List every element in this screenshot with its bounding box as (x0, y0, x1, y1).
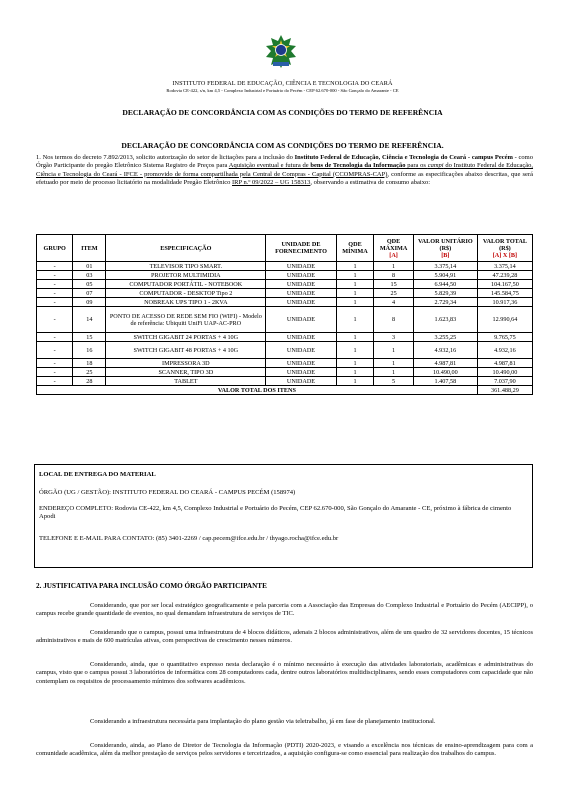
cell-grupo: - (37, 262, 73, 271)
cell-item: 05 (73, 280, 106, 289)
cell-qde-maxima: 25 (374, 289, 414, 298)
justification-paragraph-3: Considerando, ainda, que o quantitativo expresso nesta declaração é o mínimo necessário à execução das atividades laboratoriais, acadêmicas e administrativas do campus, visto que o campus possui 3 laboratórios de informática com 28 computadores cada, dentre outros laboratórios multidisciplinares, sendo esses computadores com capacidade que não contemplam os requisitos de processamento mínimos dos softwares acadêmicos. (36, 661, 533, 685)
table-header-row (37, 235, 533, 262)
cell-valor-unitario: 1.407,58 (413, 377, 477, 386)
table-row (37, 333, 533, 342)
header-unidade: UNIDADE DE FORNECIMENTO (266, 235, 337, 262)
cell-especificacao: SWITCH GIGABIT 24 PORTAS + 4 10G (106, 333, 266, 342)
table-row (37, 342, 533, 359)
table-row (37, 289, 533, 298)
cell-item: 15 (73, 333, 106, 342)
table-row (37, 271, 533, 280)
cell-valor-unitario: 3.375,14 (413, 262, 477, 271)
cell-qde-maxima: 3 (374, 333, 414, 342)
cell-valor-total: 10.490,00 (477, 368, 532, 377)
header-qde-minima: QDE MÍNIMA (336, 235, 373, 262)
cell-grupo: - (37, 368, 73, 377)
cell-especificacao: NOBREAK UPS TIPO 1 - 2KVA (106, 298, 266, 307)
cell-valor-unitario: 4.987,81 (413, 359, 477, 368)
cell-qde-minima: 1 (336, 377, 373, 386)
cell-unidade: UNIDADE (266, 271, 337, 280)
table-row (37, 262, 533, 271)
institution-address: Rodovia CE-422, s/n, km 4,5 - Complexo Industrial e Portuário do Pecém - CEP 62.670-000 - São Gonçalo do Amarante - CE (166, 88, 399, 93)
cell-valor-total: 4.932,16 (477, 342, 532, 359)
header-item: ITEM (73, 235, 106, 262)
cell-valor-total: 145.584,75 (477, 289, 532, 298)
cell-qde-maxima: 8 (374, 307, 414, 333)
cell-qde-minima: 1 (336, 289, 373, 298)
table-row (37, 359, 533, 368)
cell-grupo: - (37, 377, 73, 386)
cell-qde-maxima: 1 (374, 368, 414, 377)
justification-paragraph-2: Considerando que o campus, possui uma infraestrutura de 4 blocos didáticos, adenais 2 blocos administrativos, além de um quadro de 32 servidores docentes, 15 técnicos administrativos e mais de 600 matrículas ativas, com perspectivas de crescimento nesses números. (36, 629, 533, 645)
delivery-contato: TELEFONE E E-MAIL PARA CONTATO: (85) 3401-2269 / cap.pecem@ifce.edu.br / thyago.rocha@ifce.edu.br (39, 535, 339, 542)
cell-especificacao: COMPUTADOR - DESKTOP Tipo 2 (106, 289, 266, 298)
table-row (37, 298, 533, 307)
table-row (37, 280, 533, 289)
header-valor-total: VALOR TOTAL (R$) [A] X [B] (477, 235, 532, 262)
header-valor-unitario: VALOR UNITÁRIO (R$) [B] (413, 235, 477, 262)
cell-especificacao: SCANNER, TIPO 3D (106, 368, 266, 377)
cell-unidade: UNIDADE (266, 377, 337, 386)
cell-item: 09 (73, 298, 106, 307)
header-qde-maxima: QDE MÁXIMA [A] (374, 235, 414, 262)
cell-grupo: - (37, 342, 73, 359)
cell-unidade: UNIDADE (266, 359, 337, 368)
items-table (36, 234, 533, 395)
cell-qde-maxima: 15 (374, 280, 414, 289)
cell-unidade: UNIDADE (266, 333, 337, 342)
cell-qde-minima: 1 (336, 262, 373, 271)
cell-qde-minima: 1 (336, 368, 373, 377)
delivery-orgao: ÓRGÃO (UG / GESTÃO): INSTITUTO FEDERAL DO CEARÁ - CAMPUS PECÉM (158974) (39, 489, 296, 496)
cell-qde-minima: 1 (336, 298, 373, 307)
cell-unidade: UNIDADE (266, 262, 337, 271)
total-value: 361.488,29 (477, 386, 532, 395)
cell-valor-total: 12.990,64 (477, 307, 532, 333)
cell-valor-unitario: 5.904,91 (413, 271, 477, 280)
cell-qde-minima: 1 (336, 342, 373, 359)
cell-unidade: UNIDADE (266, 280, 337, 289)
cell-valor-unitario: 10.490,00 (413, 368, 477, 377)
header-grupo: GRUPO (37, 235, 73, 262)
cell-valor-unitario: 3.255,25 (413, 333, 477, 342)
cell-especificacao: COMPUTADOR PORTÁTIL - NOTEBOOK (106, 280, 266, 289)
section-2-heading: 2. JUSTIFICATIVA PARA INCLUSÃO COMO ÓRGÃO PARTICIPANTE (36, 582, 267, 590)
cell-qde-minima: 1 (336, 307, 373, 333)
justification-paragraph-1: Considerando, que por ser local estratégico geograficamente e pela parceria com a Associação das Empresas do Complexo Industrial e Portuário do Pecém (AECIPP), o campus recebe grande quantidade de eventos, no qual demandam infraestrutura de serviços de TIC. (36, 602, 533, 618)
cell-especificacao: SWITCH GIGABIT 48 PORTAS + 4 10G (106, 342, 266, 359)
cell-valor-total: 9.765,75 (477, 333, 532, 342)
cell-valor-unitario: 5.829,39 (413, 289, 477, 298)
cell-unidade: UNIDADE (266, 368, 337, 377)
cell-qde-maxima: 1 (374, 342, 414, 359)
table-row (37, 377, 533, 386)
delivery-heading: LOCAL DE ENTREGA DO MATERIAL (39, 471, 156, 478)
cell-qde-minima: 1 (336, 280, 373, 289)
cell-item: 07 (73, 289, 106, 298)
cell-item: 18 (73, 359, 106, 368)
cell-qde-minima: 1 (336, 333, 373, 342)
cell-unidade: UNIDADE (266, 307, 337, 333)
table-row (37, 307, 533, 333)
cell-item: 16 (73, 342, 106, 359)
intro-paragraph: 1. Nos termos do decreto 7.892/2013, solicito autorização do setor de licitações para a inclusão do Instituto Federal de Educação, Ciência e Tecnologia do Ceará - campus Pecém - como Órgão Participante do pregão Eletrônico Sistema Registro de Preços para Aquisição eventual e futura de bens de Tecnologia da Informação para os campi do Instituto Federal de Educação, Ciência e Tecnologia do Ceará - IFCE - promovido de forma compartilhada pela Central de Compras - Capital (CCOMPRAS-CAP), conforme as especificações abaixo descritas, que será efetuado por meio de processo licitatório na modalidade Pregão Eletrônico IRP n.º 09/2022 – UG 158313, observando a estimativa de consumo abaixo: (36, 154, 534, 187)
cell-valor-unitario: 2.729,34 (413, 298, 477, 307)
cell-valor-unitario: 4.932,16 (413, 342, 477, 359)
cell-valor-total: 7.037,90 (477, 377, 532, 386)
cell-qde-minima: 1 (336, 271, 373, 280)
cell-grupo: - (37, 280, 73, 289)
cell-valor-unitario: 1.623,83 (413, 307, 477, 333)
total-label: VALOR TOTAL DOS ITENS (37, 386, 478, 395)
cell-unidade: UNIDADE (266, 342, 337, 359)
cell-qde-maxima: 1 (374, 359, 414, 368)
brasao-coat-of-arms-icon (263, 34, 299, 70)
cell-grupo: - (37, 333, 73, 342)
cell-qde-maxima: 1 (374, 262, 414, 271)
cell-qde-minima: 1 (336, 359, 373, 368)
cell-grupo: - (37, 307, 73, 333)
cell-unidade: UNIDADE (266, 289, 337, 298)
cell-especificacao: TELEVISOR TIPO SMART. (106, 262, 266, 271)
cell-valor-total: 104.167,50 (477, 280, 532, 289)
cell-item: 28 (73, 377, 106, 386)
cell-item: 25 (73, 368, 106, 377)
delivery-box (34, 464, 533, 568)
delivery-endereco: ENDEREÇO COMPLETO: Rodovia CE-422, km 4,5, Complexo Industrial e Portuário do Pecém, CEP 62.670-000, São Gonçalo do Amarante - CE, próximo à fábrica de cimento Apodi (39, 505, 512, 521)
cell-especificacao: PONTO DE ACESSO DE REDE SEM FIO (WIFI) - Modelo de referência: Ubiquiti UniFi UAP-AC-PRO (106, 307, 266, 333)
document-title: DECLARAÇÃO DE CONCORDÂNCIA COM AS CONDIÇÕES DO TERMO DE REFERÊNCIA (122, 108, 443, 117)
cell-valor-total: 3.375,14 (477, 262, 532, 271)
justification-paragraph-5: Considerando, ainda, ao Plano de Diretor de Tecnologia da Informação (PDTI) 2020-2023, e visando a excelência nos técnicas de ensino-aprendizagem para com a comunidade acadêmica, além da melhor prestação de serviços pelos servidores e terceirizados, a aquisição configura-se como essencial para realização dos trabalhos do campus. (36, 742, 533, 758)
cell-valor-total: 4.987,81 (477, 359, 532, 368)
cell-unidade: UNIDADE (266, 298, 337, 307)
cell-grupo: - (37, 359, 73, 368)
cell-item: 01 (73, 262, 106, 271)
header-especificacao: ESPECIFICAÇÃO (106, 235, 266, 262)
table-total-row (37, 386, 533, 395)
institution-name: INSTITUTO FEDERAL DE EDUCAÇÃO, CIÊNCIA E TECNOLOGIA DO CEARÁ (172, 80, 393, 87)
cell-item: 14 (73, 307, 106, 333)
cell-especificacao: IMPRESSORA 3D (106, 359, 266, 368)
cell-grupo: - (37, 298, 73, 307)
cell-valor-unitario: 6.944,50 (413, 280, 477, 289)
cell-item: 03 (73, 271, 106, 280)
cell-valor-total: 47.239,28 (477, 271, 532, 280)
justification-paragraph-4: Considerando a infraestrutura necessária para implantação do plano gestão via teletrabalho, já em fase de planejamento institucional. (90, 718, 436, 725)
cell-qde-maxima: 8 (374, 271, 414, 280)
table-row (37, 368, 533, 377)
cell-especificacao: PROJETOR MULTIMIDIA (106, 271, 266, 280)
cell-especificacao: TABLET (106, 377, 266, 386)
section-title: DECLARAÇÃO DE CONCORDÂNCIA COM AS CONDIÇÕES DO TERMO DE REFERÊNCIA. (121, 141, 444, 150)
cell-qde-maxima: 5 (374, 377, 414, 386)
cell-valor-total: 10.917,36 (477, 298, 532, 307)
cell-qde-maxima: 4 (374, 298, 414, 307)
cell-grupo: - (37, 271, 73, 280)
cell-grupo: - (37, 289, 73, 298)
